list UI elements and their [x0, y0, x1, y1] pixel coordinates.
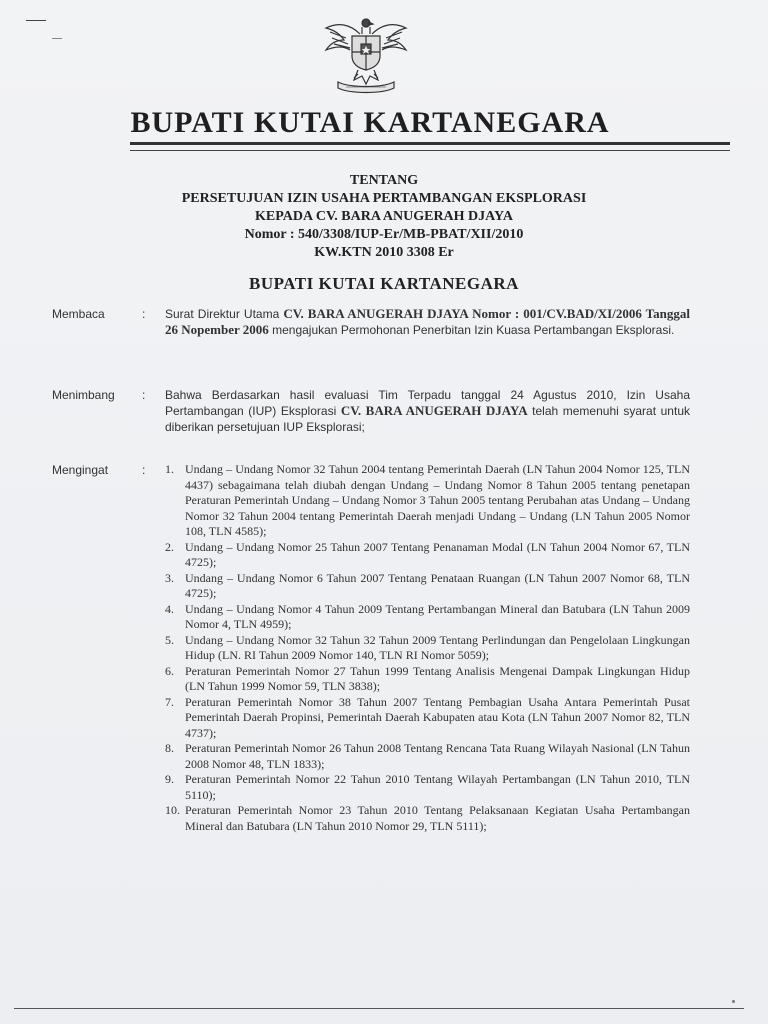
list-item — [165, 803, 690, 834]
scan-mark-small — [52, 38, 62, 39]
decree-title-block — [0, 172, 768, 262]
body-text: mengajukan Permohonan Penerbitan Izin Kuasa Pertambangan Eksplorasi. — [268, 323, 675, 337]
section-body — [165, 462, 690, 834]
section-menimbang — [52, 387, 702, 439]
list-item-number: 4. — [165, 601, 174, 616]
body-bold-text: CV. BARA ANUGERAH DJAYA Nomor : 001/CV.BAD/XI/2006 Tanggal 26 Nopember 2006 — [165, 306, 690, 337]
section-colon: : — [142, 388, 146, 402]
section-body — [165, 306, 690, 338]
list-item-number: 5. — [165, 632, 174, 647]
section-label: Membaca — [52, 307, 105, 321]
list-item-number: 2. — [165, 539, 174, 554]
section-label: Mengingat — [52, 463, 109, 477]
section-colon: : — [142, 463, 146, 477]
list-item — [165, 571, 690, 602]
list-item-text: Peraturan Pemerintah Nomor 22 Tahun 2010 Tentang Wilayah Pertambangan (LN Tahun 2010, TLN 5110); — [185, 772, 690, 802]
list-item — [165, 633, 690, 664]
header-rule — [130, 142, 730, 145]
section-colon: : — [142, 307, 146, 321]
garuda-emblem-icon — [320, 12, 412, 94]
body-text: Surat Direktur Utama — [165, 307, 284, 321]
list-item-number: 8. — [165, 741, 174, 755]
list-item-number: 3. — [165, 570, 174, 585]
footer-rule — [14, 1008, 744, 1009]
list-item — [165, 462, 690, 540]
list-item-number: 1. — [165, 462, 174, 476]
decree-code: KW.KTN 2010 3308 Er — [314, 245, 454, 260]
list-item-number: 7. — [165, 694, 174, 709]
body-text: telah memenuhi syarat untuk diberikan persetujuan IUP Eksplorasi; — [165, 404, 690, 434]
list-item — [165, 602, 690, 633]
list-item-text: Undang – Undang Nomor 32 Tahun 2004 tentang Pemerintah Daerah (LN Tahun 2004 Nomor 125, TLN 4437) sebagaimana telah diubah dengan Undang – Undang Nomor 8 Tahun 2005 tentang penetapan Peraturan Pemerintah Undang – Undang Nomor 3 Tahun 2005 tentang Perubahan atas Undang – Undang Nomor 32 Tahun 2004 tentang Pemerintah Daerah menjadi Undang – Undang (LN Tahun 2005 Nomor 108, TLN 4585); — [185, 462, 690, 538]
list-item-text: Undang – Undang Nomor 25 Tahun 2007 Tentang Penanaman Modal (LN Tahun 2004 Nomor 67, TLN 4725); — [185, 539, 690, 569]
list-item — [165, 540, 690, 571]
body-text: Bahwa Berdasarkan hasil evaluasi Tim Terpadu tanggal 24 Agustus 2010, Izin Usaha Pertambangan (IUP) Eksplorasi — [165, 388, 690, 418]
list-item-text: Undang – Undang Nomor 32 Tahun 32 Tahun 2009 Tentang Perlindungan dan Pengelolaan Lingkungan Hidup (LN. RI Tahun 2009 Nomor 140, TLN RI Nomor 5059); — [185, 632, 690, 662]
list-item-text: Peraturan Pemerintah Nomor 38 Tahun 2007 Tentang Pembagian Usaha Antara Pemerintah Pusat Pemerintah Daerah Propinsi, Pemerintah Daerah Kabupaten atau Kota (LN Tahun 2007 Nomor 82, TLN 4737); — [185, 694, 690, 740]
issuer-title: BUPATI KUTAI KARTANEGARA — [249, 274, 519, 293]
list-item — [165, 695, 690, 742]
title-line: TENTANG — [349, 173, 419, 188]
list-item-number: 9. — [165, 772, 174, 786]
list-item-text: Peraturan Pemerintah Nomor 23 Tahun 2010 Tentang Pelaksanaan Kegiatan Usaha Pertambangan Mineral dan Batubara (LN Tahun 2010 Nomor 29, TLN 5111); — [185, 803, 690, 833]
list-item — [165, 772, 690, 803]
header-title: BUPATI KUTAI KARTANEGARA — [130, 106, 610, 139]
section-body — [165, 387, 690, 435]
header-rule-thin — [130, 150, 730, 151]
section-membaca — [52, 306, 702, 358]
decree-number: Nomor : 540/3308/IUP-Er/MB-PBAT/XII/2010 — [244, 227, 524, 242]
scan-mark — [26, 20, 46, 21]
section-label: Menimbang — [52, 388, 115, 402]
list-item-text: Peraturan Pemerintah Nomor 26 Tahun 2008 Tentang Rencana Tata Ruang Wilayah Nasional (LN Tahun 2008 Nomor 48, TLN 1833); — [185, 741, 690, 771]
list-item — [165, 664, 690, 695]
section-mengingat — [52, 462, 702, 852]
scan-mark-dot — [732, 1000, 735, 1003]
body-bold-text: CV. BARA ANUGERAH DJAYA — [340, 403, 528, 418]
list-item — [165, 741, 690, 772]
title-line: KEPADA CV. BARA ANUGERAH DJAYA — [255, 209, 513, 224]
list-item-text: Undang – Undang Nomor 6 Tahun 2007 Tentang Penataan Ruangan (LN Tahun 2007 Nomor 68, TLN 4725); — [185, 570, 690, 600]
legal-basis-list — [165, 462, 690, 834]
list-item-text: Peraturan Pemerintah Nomor 27 Tahun 1999 Tentang Analisis Mengenai Dampak Lingkungan Hidup (LN Tahun 1999 Nomor 59, TLN 3838); — [185, 663, 690, 693]
list-item-number: 6. — [165, 663, 174, 678]
list-item-number: 10. — [165, 803, 180, 817]
title-line: PERSETUJUAN IZIN USAHA PERTAMBANGAN EKSPLORASI — [181, 191, 587, 206]
list-item-text: Undang – Undang Nomor 4 Tahun 2009 Tentang Pertambangan Mineral dan Batubara (LN Tahun 2009 Nomor 4, TLN 4959); — [185, 601, 690, 631]
